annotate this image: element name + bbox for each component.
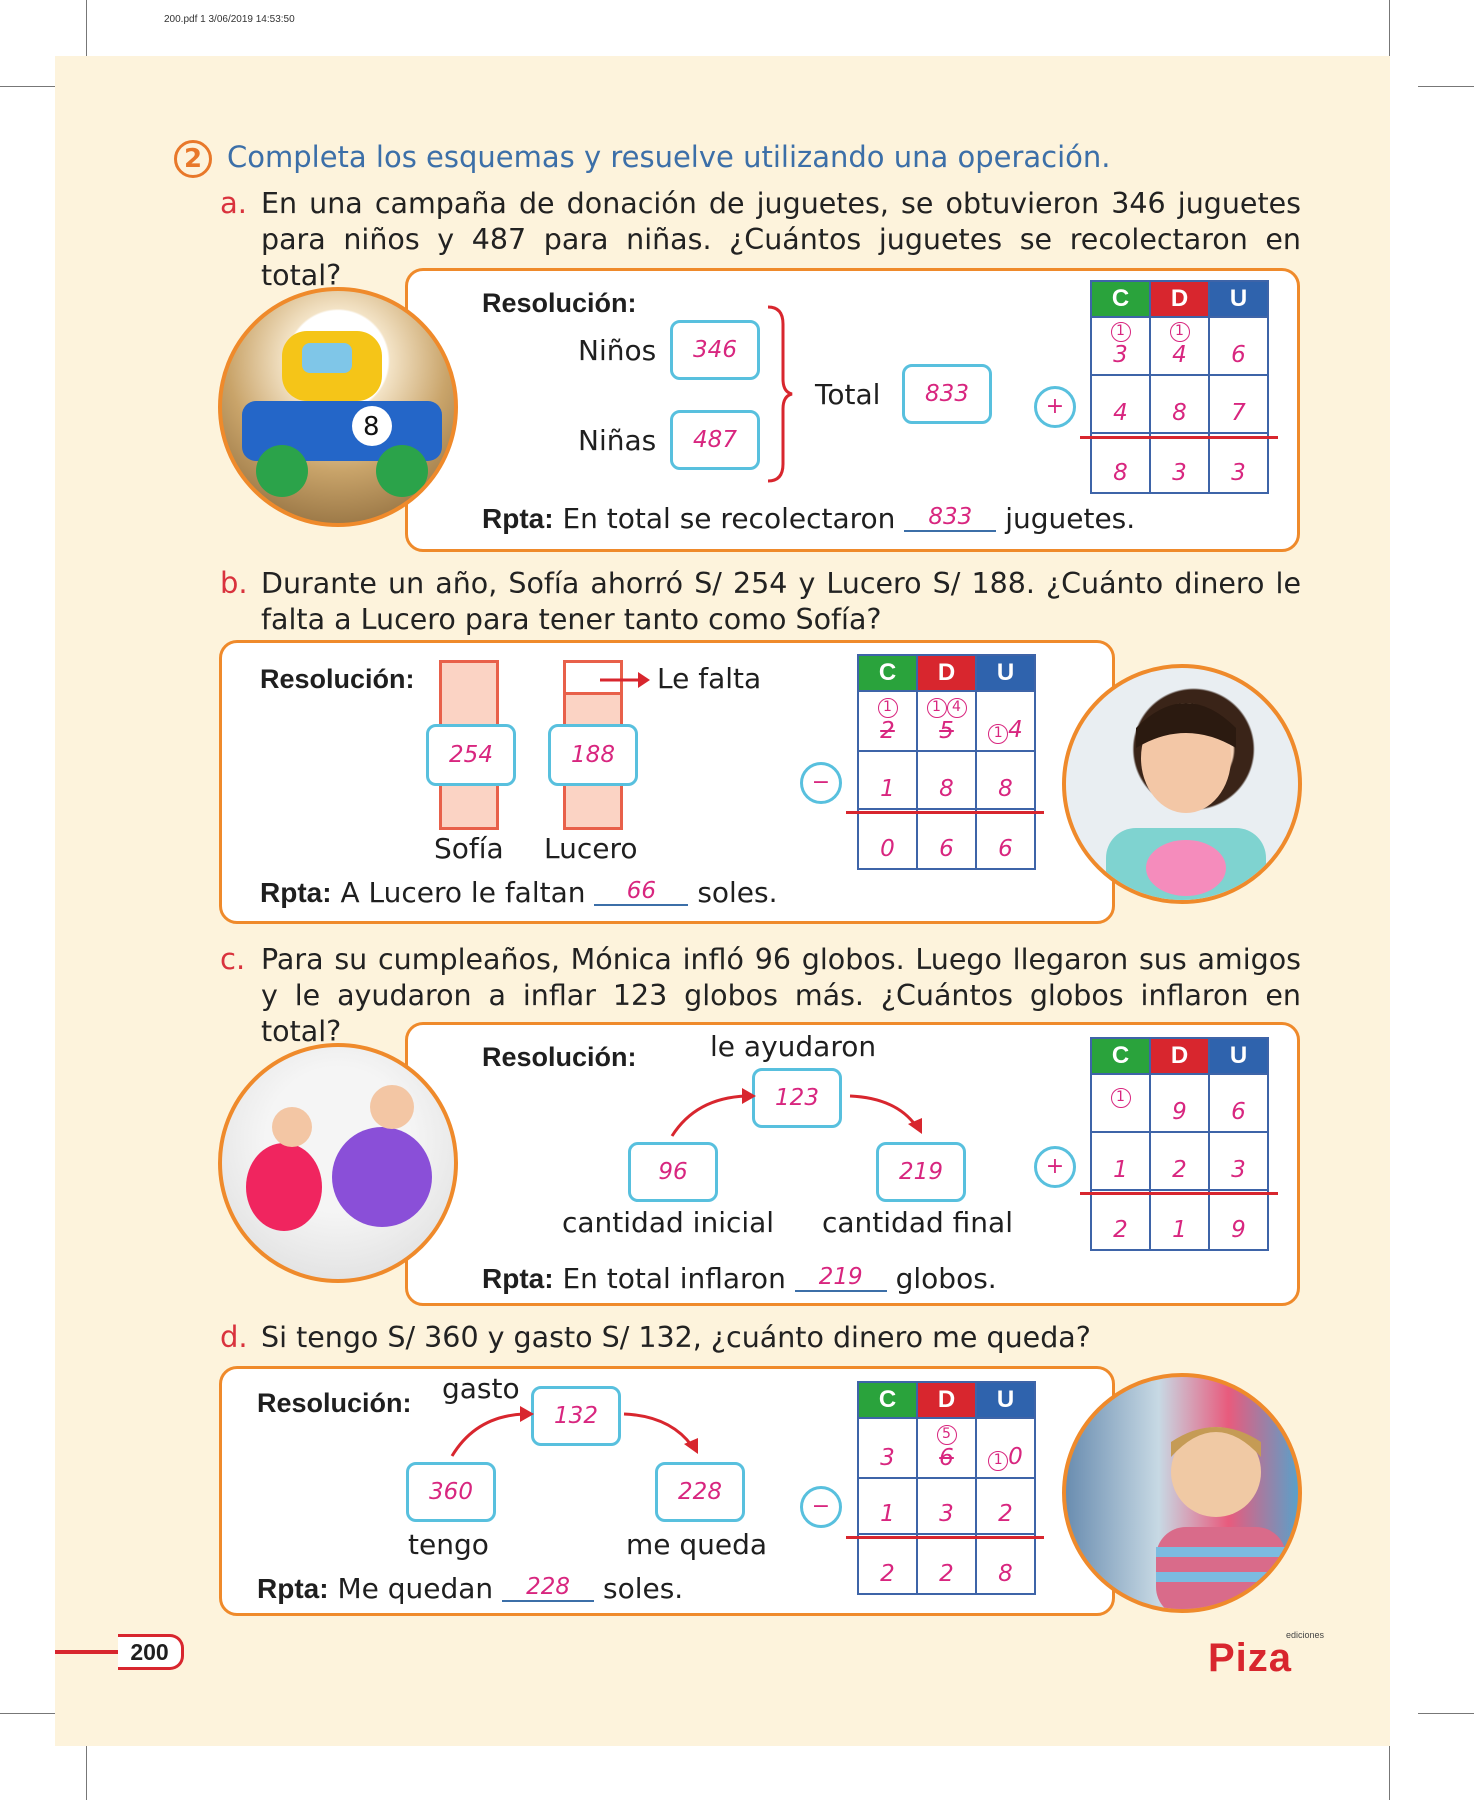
label-queda: me queda (626, 1528, 768, 1561)
answer-b-value[interactable]: 66 (594, 878, 688, 906)
cell: 1 3 (1091, 317, 1150, 375)
svg-text:8: 8 (363, 412, 380, 442)
header-u: U (1209, 281, 1268, 317)
flow-arrows-icon (448, 1404, 748, 1464)
cell: 1 4 (1150, 317, 1209, 375)
problem-a-text: En una campaña de donación de juguetes, se obtuvieron 346 juguetes para niños y 487 para niñas. ¿Cuántos juguetes se recolectaron en total? (261, 187, 1301, 292)
value-tengo[interactable]: 360 (406, 1462, 496, 1522)
minus-operator-d: − (800, 1486, 842, 1528)
answer-b: Rpta: A Lucero le faltan 66 soles. (260, 876, 778, 909)
answer-a: Rpta: En total se recolectaron 833 juguetes. (482, 502, 1136, 535)
cell: 4 (1091, 375, 1150, 433)
resolution-label-a: Resolución: (482, 288, 637, 318)
crop-mark (1418, 1713, 1474, 1714)
flow-arrows-icon (666, 1086, 966, 1146)
problem-a-letter: a. (220, 186, 247, 220)
plus-operator-c: + (1034, 1146, 1076, 1188)
value-ninas[interactable]: 487 (670, 410, 760, 470)
crop-mark (86, 0, 87, 56)
value-total[interactable]: 833 (902, 364, 992, 424)
minus-operator-b: − (800, 762, 842, 804)
resolution-label-d: Resolución: (257, 1388, 412, 1418)
label-ninas: Niñas (578, 424, 657, 457)
cell: 7 (1209, 375, 1268, 433)
cdu-table-b: C D U 1 2 1 4 5 1 4 1 8 8 0 6 6 (857, 654, 1036, 870)
label-ninos: Niños (578, 334, 657, 367)
brace-icon (765, 304, 795, 484)
label-sofia: Sofía (434, 832, 504, 865)
cell: 1 2 (858, 691, 917, 751)
cell: 1 4 5 (917, 691, 976, 751)
header-d: D (1150, 281, 1209, 317)
page-number: 200 (118, 1634, 184, 1670)
page-number-line (55, 1650, 119, 1654)
cell: 6 (1209, 317, 1268, 375)
value-lucero[interactable]: 188 (548, 724, 638, 786)
label-total: Total (815, 378, 881, 411)
crop-mark (1389, 0, 1390, 56)
sum-line (1080, 436, 1278, 439)
cell: 8 (1091, 433, 1150, 493)
header-c: C (1091, 281, 1150, 317)
subtraction-line (846, 811, 1044, 814)
label-ayudaron: le ayudaron (710, 1030, 877, 1063)
label-lucero: Lucero (544, 832, 638, 865)
toy-car-icon (222, 291, 458, 527)
label-final: cantidad final (822, 1206, 1013, 1239)
answer-a-value[interactable]: 833 (904, 504, 996, 532)
subtraction-line (846, 1536, 1044, 1539)
girl-piggybank-photo (1062, 664, 1302, 904)
value-inicial[interactable]: 96 (628, 1142, 718, 1202)
cell: 3 (1150, 433, 1209, 493)
crop-mark (86, 1746, 87, 1800)
cell: 3 (1209, 433, 1268, 493)
cdu-table-d: C D U 3 5 6 1 0 1 3 2 2 2 8 (857, 1381, 1036, 1595)
cell: 8 (1150, 375, 1209, 433)
problem-b-text: Durante un año, Sofía ahorró S/ 254 y Lucero S/ 188. ¿Cuánto dinero le falta a Lucero para tener tanto como Sofía? (261, 567, 1301, 636)
boy-icon (1066, 1377, 1302, 1613)
crop-mark (0, 1713, 56, 1714)
publisher-logo: Piza ediciones (1208, 1630, 1325, 1680)
resolution-label-b: Resolución: (260, 664, 415, 694)
label-gasto: gasto (442, 1372, 520, 1405)
crop-mark (0, 86, 56, 87)
value-ayudaron[interactable]: 123 (752, 1068, 842, 1128)
piggy-bank-icon (1066, 668, 1302, 904)
value-sofia[interactable]: 254 (426, 724, 516, 786)
answer-d-value[interactable]: 228 (502, 1574, 594, 1602)
answer-c: Rpta: En total inflaron 219 globos. (482, 1262, 997, 1295)
problem-b-letter: b. (220, 566, 248, 600)
balloons-photo (218, 1043, 458, 1283)
answer-d: Rpta: Me quedan 228 soles. (257, 1572, 684, 1605)
resolution-label-c: Resolución: (482, 1042, 637, 1072)
problem-d-text: Si tengo S/ 360 y gasto S/ 132, ¿cuánto dinero me queda? (261, 1321, 1091, 1354)
sum-line (1080, 1192, 1278, 1195)
print-header: 200.pdf 1 3/06/2019 14:53:50 (164, 14, 295, 25)
arrow-right-icon (600, 668, 652, 692)
label-le-falta: Le falta (657, 662, 762, 695)
value-gasto[interactable]: 132 (531, 1386, 621, 1446)
exercise-title: Completa los esquemas y resuelve utilizando una operación. (227, 140, 1111, 174)
boy-store-photo (1062, 1373, 1302, 1613)
cdu-table-c: C D U 1 9 6 1 2 3 2 1 9 (1090, 1037, 1269, 1251)
exercise-number: 2 (174, 140, 212, 178)
problem-d-letter: d. (220, 1320, 248, 1354)
toys-photo (218, 287, 458, 527)
value-queda[interactable]: 228 (655, 1462, 745, 1522)
problem-c-letter: c. (220, 942, 246, 976)
answer-c-value[interactable]: 219 (795, 1264, 887, 1292)
value-ninos[interactable]: 346 (670, 320, 760, 380)
problem-c-text: Para su cumpleaños, Mónica infló 96 globos. Luego llegaron sus amigos y le ayudaron a inflar 123 globos más. ¿Cuántos globos inflaron en total? (261, 943, 1301, 1048)
crop-mark (1418, 86, 1474, 87)
label-tengo: tengo (408, 1528, 489, 1561)
crop-mark (1389, 1746, 1390, 1800)
cell: 1 4 (976, 691, 1035, 751)
label-inicial: cantidad inicial (562, 1206, 775, 1239)
cdu-table-a (1090, 280, 1269, 494)
balloon-icon (222, 1047, 458, 1283)
plus-operator-a: + (1034, 386, 1076, 428)
value-final[interactable]: 219 (876, 1142, 966, 1202)
